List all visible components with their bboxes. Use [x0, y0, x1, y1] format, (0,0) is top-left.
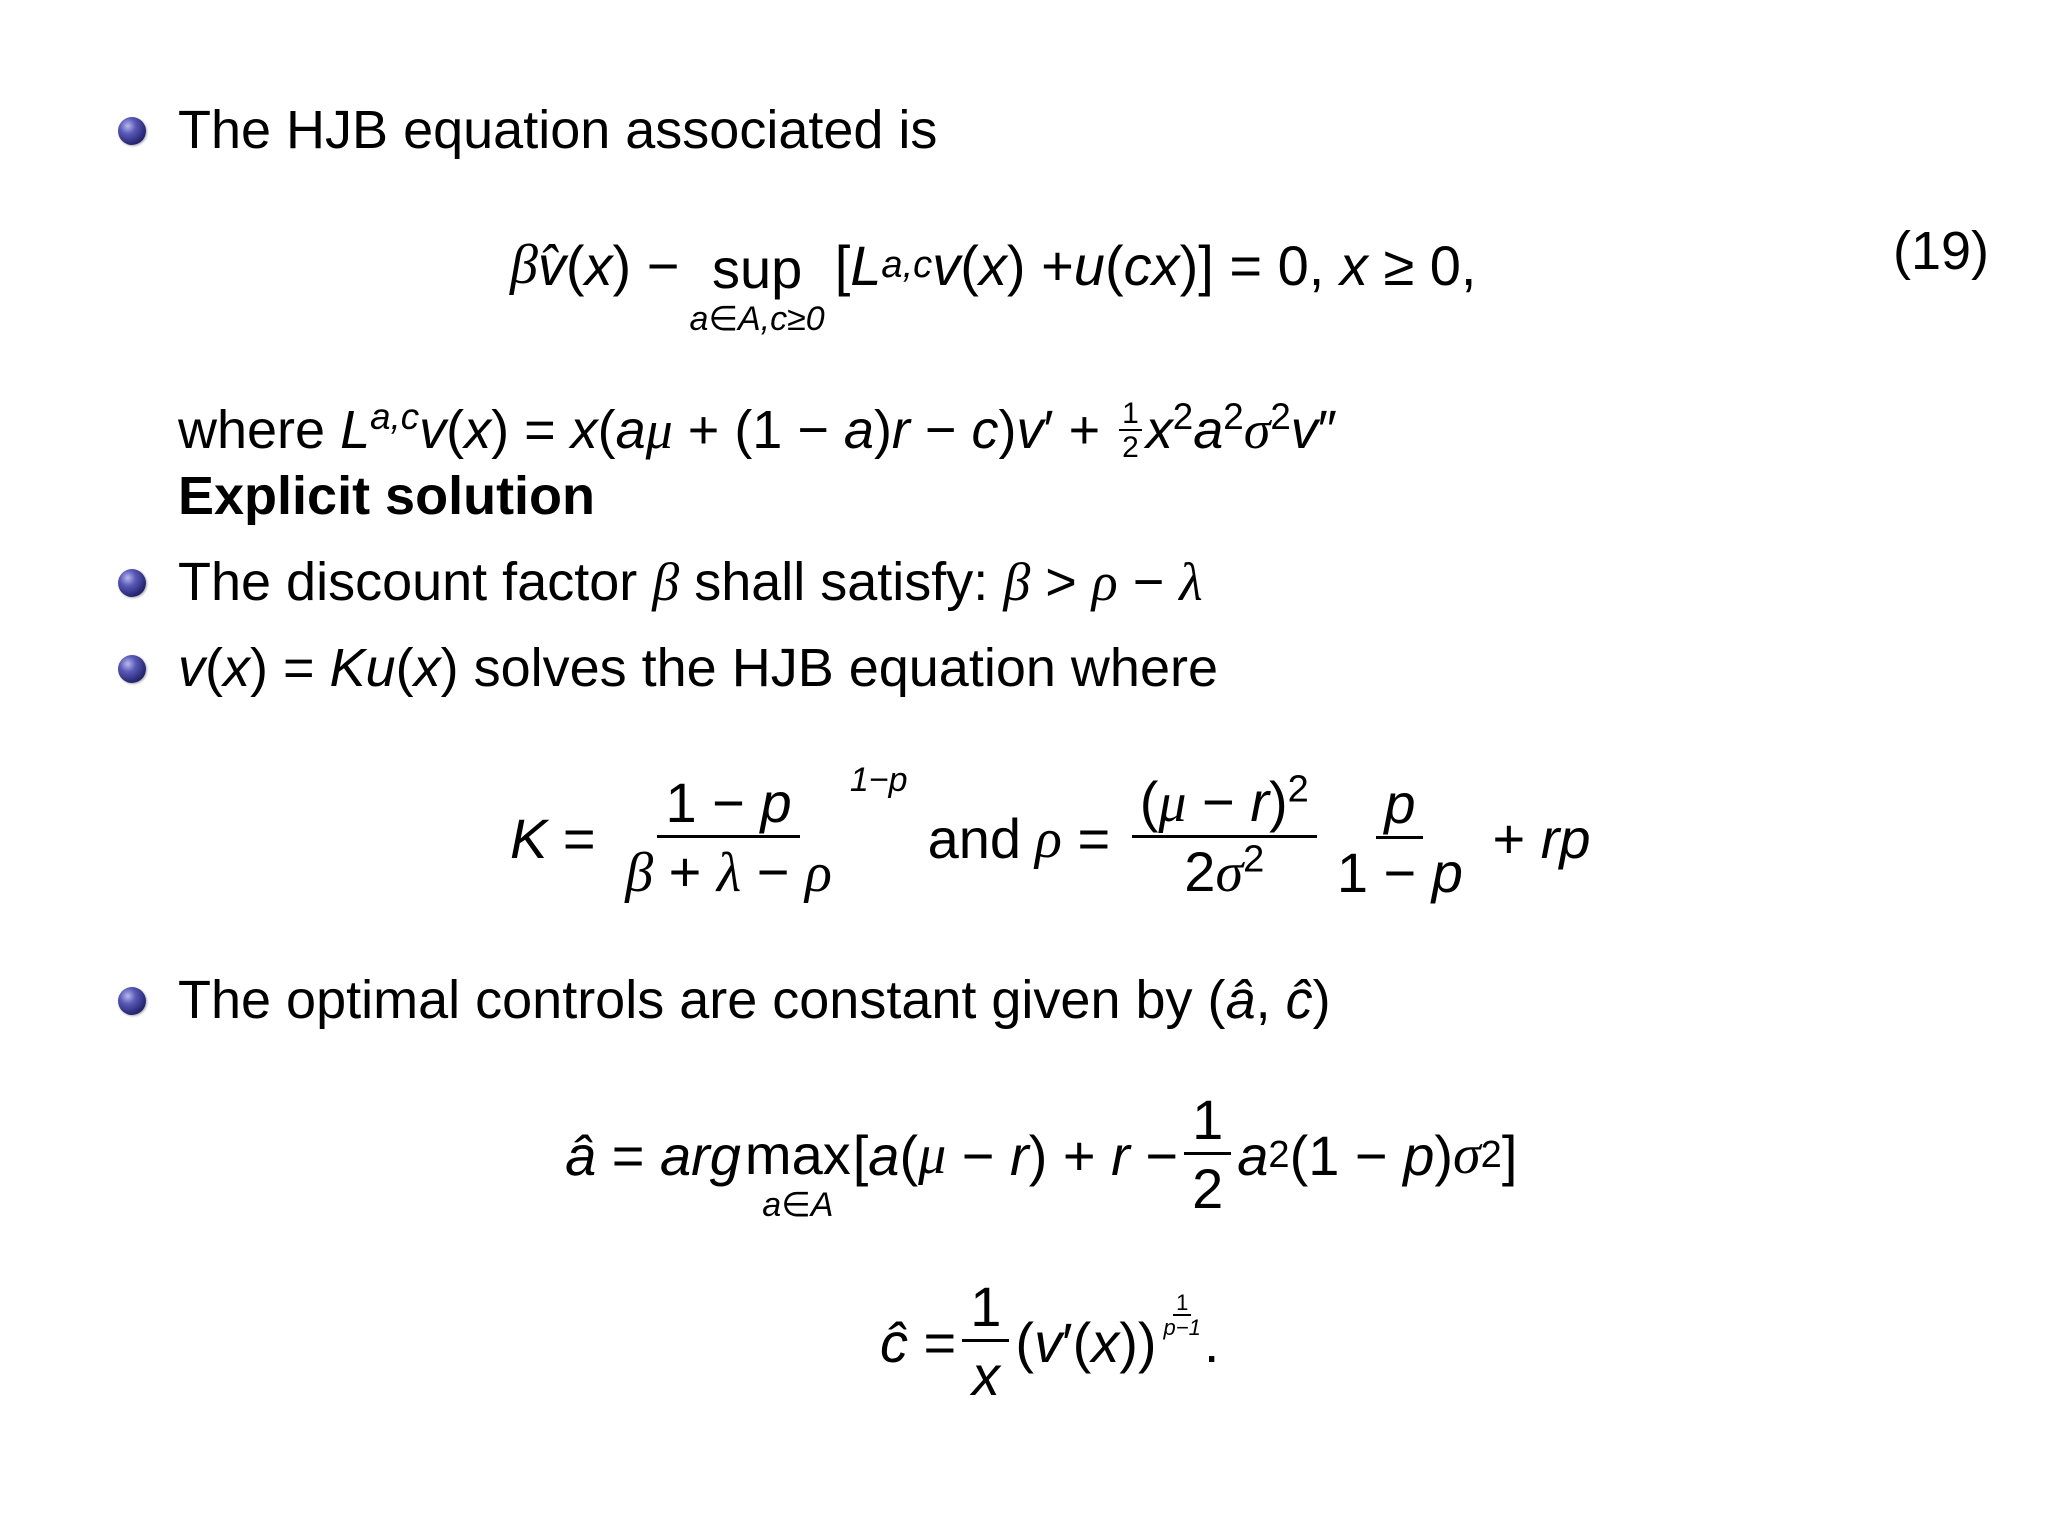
k-rho-equation: K = $\frac{1 - p}{\beta + \lambda - \rho}$ 1−p and ρ = $\frac{(\mu - r)^2}{2\sigma^2}$ $\frac{p}{1 - p}$ + rp	[510, 770, 1591, 908]
k-base-fraction: $\frac{1 - p}{\beta + \lambda - \rho}$	[625, 770, 832, 904]
sup-operator: sup a∈A,c≥0	[689, 237, 825, 338]
generator-definition: where L$^{a,c}$v(x) = x(aμ + (1 − a)r − c)v′ + $\frac{1}{2}$ $x^2a^2\sigma^2v''$	[178, 396, 1337, 465]
a-hat-half-fraction: $\frac{1}{2}$	[1184, 1088, 1231, 1223]
rho-fraction-1: $\frac{(\mu - r)^2}{2\sigma^2}$	[1132, 770, 1317, 908]
equation-19: β̂ v ( x ) − sup a∈A,c≥0 [ L a,c v ( x ) + u ( cx )] = 0, x ≥ 0,	[510, 215, 1476, 315]
bullet-2-text: The discount factor β shall satisfy: β > ρ − λ	[178, 552, 1203, 612]
one-half-fraction: $\frac{1}{2}$	[1119, 399, 1142, 464]
section-heading: Explicit solution	[178, 466, 596, 526]
k-exponent: 1−p	[849, 761, 908, 800]
bullet-marker	[118, 655, 146, 683]
bullet-marker	[118, 569, 146, 597]
c-hat-fraction: $\frac{1}{x}$	[962, 1275, 1009, 1410]
equation-number: (19)	[1893, 221, 1990, 281]
bullet-marker	[118, 117, 146, 145]
bullet-1-label: The HJB equation associated is	[178, 100, 938, 160]
c-hat-exponent: 1 p−1	[1163, 1290, 1201, 1341]
bullet-1-text	[178, 98, 937, 162]
rho-fraction-2: $\frac{p}{1 - p}$	[1336, 771, 1463, 904]
bullet-3-text: v(x) = Ku(x) solves the HJB equation where	[178, 638, 1218, 698]
a-hat-equation: â = arg max a∈A [ a ( μ − r ) + r − $\frac{1}{2}$ a 2 (1 − p ) σ 2 ]	[565, 1088, 1517, 1223]
bullet-4-text: The optimal controls are constant given by (â, ĉ)	[178, 970, 1331, 1030]
bullet-marker	[118, 987, 146, 1015]
c-hat-equation: ĉ = $\frac{1}{x}$ ( v ′( x )) 1 p−1 .	[880, 1275, 1219, 1410]
max-operator: max a∈A	[744, 1123, 851, 1225]
